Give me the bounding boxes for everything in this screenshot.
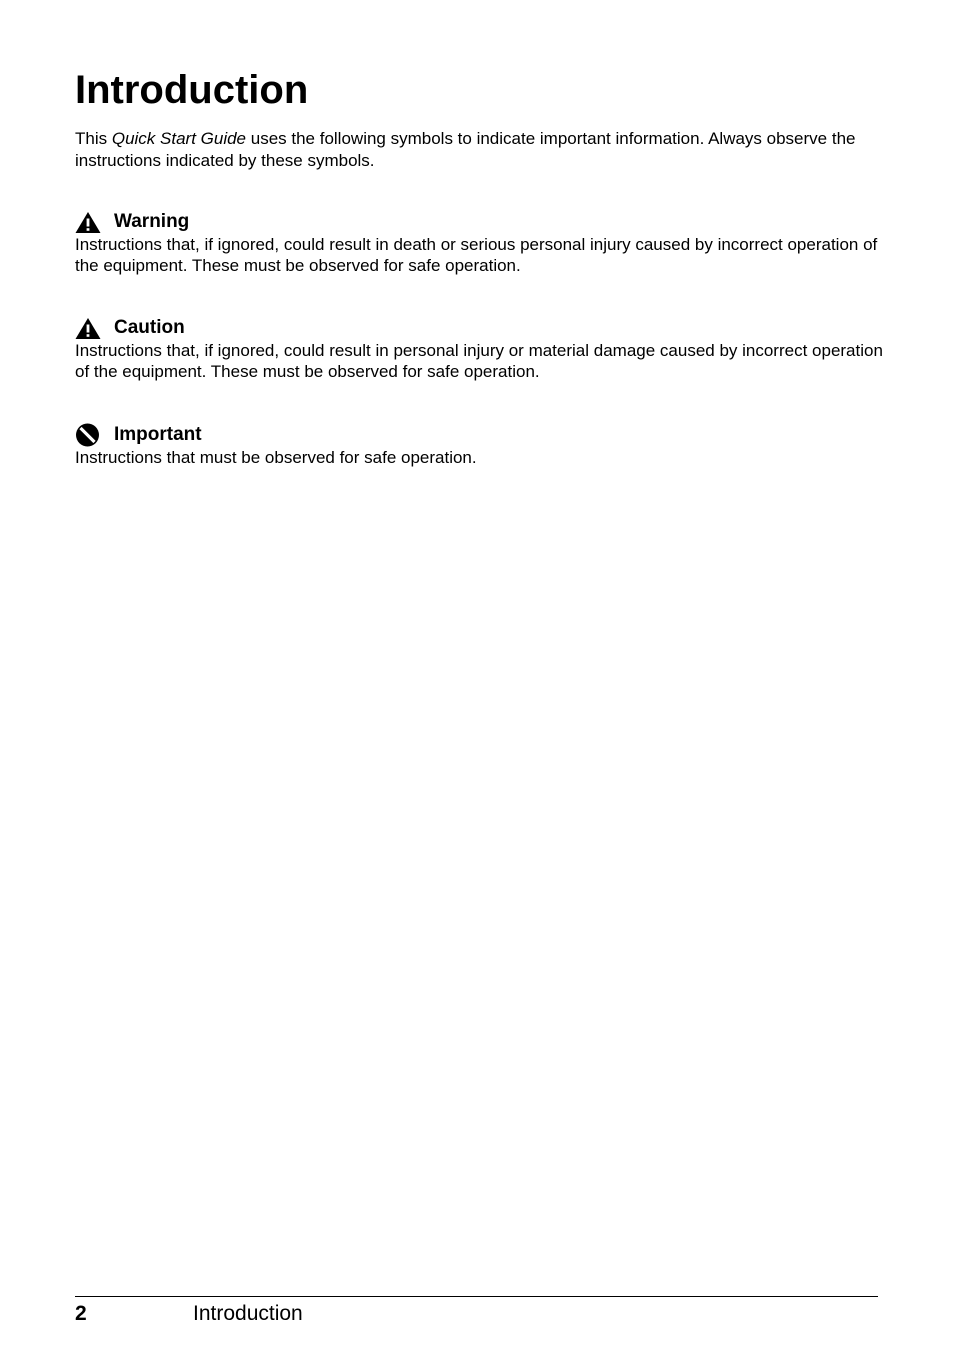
important-description: Instructions that must be observed for safe operation.: [75, 448, 477, 467]
caution-heading: [75, 316, 890, 340]
warning-heading: [75, 210, 890, 234]
intro-paragraph: [75, 128, 890, 172]
important-label: Important: [114, 424, 202, 445]
caution-description: Instructions that, if ignored, could result in personal injury or material damage caused by incorrect operation of the equipment. These must be observed for safe operation.: [75, 341, 883, 381]
intro-text-start: This: [75, 129, 112, 148]
guide-name: Quick Start Guide: [111, 129, 247, 148]
prohibited-circle-icon: [75, 423, 102, 447]
important-section: [75, 423, 890, 468]
warning-description: Instructions that, if ignored, could result in death or serious personal injury caused by incorrect operation of the equipment. These must be observed for safe operation.: [75, 235, 878, 275]
footer-section-title: Introduction: [193, 1302, 303, 1325]
important-heading: [75, 423, 890, 447]
page-title: Introduction: [75, 68, 309, 112]
warning-triangle-icon: [75, 210, 102, 234]
page-number: 2: [75, 1302, 87, 1325]
warning-label: Warning: [114, 211, 190, 232]
caution-section: [75, 316, 890, 382]
intro-text-end: uses the following symbols to indicate important information. Always observe the instructions indicated by these symbols.: [75, 129, 856, 170]
caution-label: Caution: [114, 317, 185, 338]
caution-triangle-icon: [75, 316, 102, 340]
warning-section: [75, 210, 890, 276]
footer-divider: [75, 1296, 878, 1297]
